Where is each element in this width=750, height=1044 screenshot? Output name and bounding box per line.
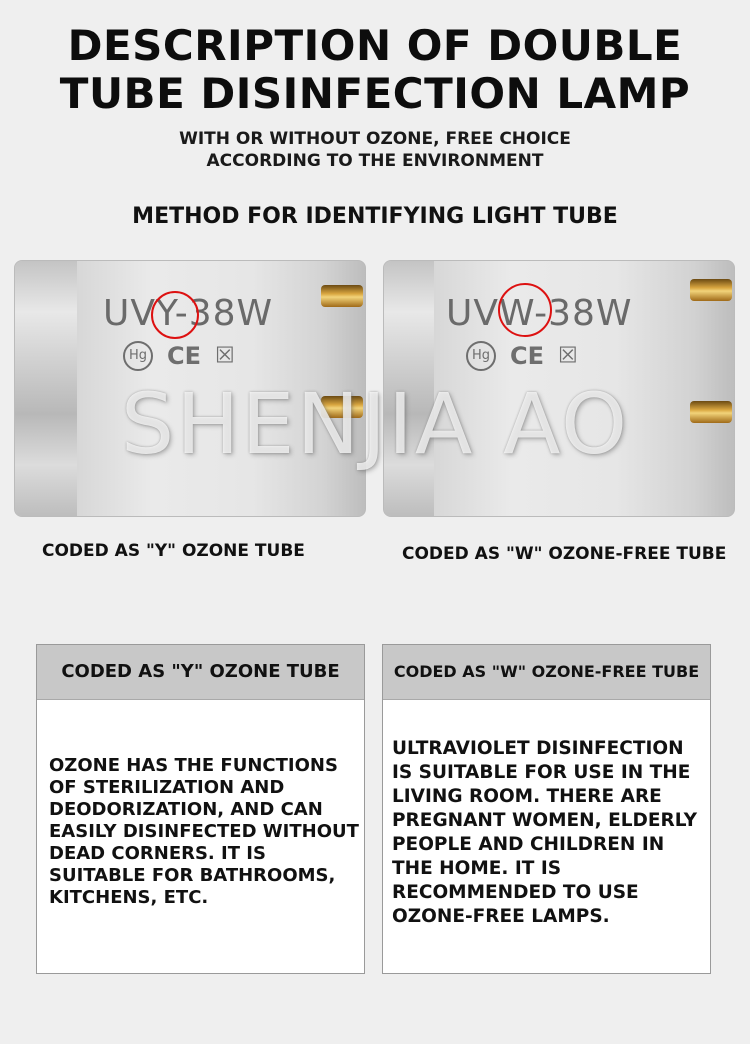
code-highlight-circle <box>498 283 552 337</box>
ozone-tube-box-heading: CODED AS "Y" OZONE TUBE <box>37 645 364 700</box>
code-highlight-circle <box>151 291 199 339</box>
certification-marks <box>466 341 578 371</box>
ozone-free-tube-info-box <box>382 644 711 974</box>
ozone-free-tube-description <box>392 737 697 929</box>
tube-code: UVW-38W <box>446 293 633 334</box>
description-line: DEAD CORNERS. IT IS <box>49 843 266 864</box>
tube-code: UVY-38W <box>103 293 274 334</box>
subtitle-line-1: WITH OR WITHOUT OZONE, FREE CHOICE <box>179 129 571 149</box>
description-line: DEODORIZATION, AND CAN <box>49 799 323 820</box>
ozone-tube-info-box <box>36 644 365 974</box>
title-line-1: DESCRIPTION OF DOUBLE <box>67 21 683 70</box>
mercury-icon: Hg <box>123 341 153 371</box>
lamp-pin-top <box>690 279 732 301</box>
description-line: LIVING ROOM. THERE ARE <box>392 786 662 807</box>
subtitle-line-2: ACCORDING TO THE ENVIRONMENT <box>206 151 544 171</box>
description-line: ULTRAVIOLET DISINFECTION <box>392 738 684 759</box>
ozone-free-tube-caption: CODED AS "W" OZONE-FREE TUBE <box>402 544 727 564</box>
title-line-2: TUBE DISINFECTION LAMP <box>59 69 691 118</box>
mercury-icon: Hg <box>466 341 496 371</box>
ozone-tube-caption: CODED AS "Y" OZONE TUBE <box>42 541 305 561</box>
description-line: OZONE-FREE LAMPS. <box>392 906 610 927</box>
ce-mark: CE <box>167 342 202 370</box>
description-line: THE HOME. IT IS <box>392 858 562 879</box>
code-letter: W <box>498 293 535 334</box>
crossed-bin-icon: ☒ <box>215 343 235 369</box>
ozone-tube-description <box>49 755 359 909</box>
description-line: SUITABLE FOR BATHROOMS, <box>49 865 336 886</box>
code-letter: Y <box>155 293 175 334</box>
description-line: EASILY DISINFECTED WITHOUT <box>49 821 359 842</box>
description-line: OF STERILIZATION AND <box>49 777 285 798</box>
brand-watermark: SHENJIA AO <box>120 375 630 473</box>
description-line: KITCHENS, ETC. <box>49 887 209 908</box>
ozone-free-tube-box-heading: CODED AS "W" OZONE-FREE TUBE <box>383 645 710 700</box>
certification-marks <box>123 341 235 371</box>
description-line: IS SUITABLE FOR USE IN THE <box>392 762 691 783</box>
description-line: PEOPLE AND CHILDREN IN <box>392 834 665 855</box>
description-line: OZONE HAS THE FUNCTIONS <box>49 755 338 776</box>
description-line: PREGNANT WOMEN, ELDERLY <box>392 810 698 831</box>
crossed-bin-icon: ☒ <box>558 343 578 369</box>
lamp-pin-top <box>321 285 363 307</box>
subtitle <box>0 128 750 172</box>
ce-mark: CE <box>510 342 545 370</box>
description-line: RECOMMENDED TO USE <box>392 882 639 903</box>
method-heading: METHOD FOR IDENTIFYING LIGHT TUBE <box>132 204 618 229</box>
page-title <box>0 22 750 118</box>
